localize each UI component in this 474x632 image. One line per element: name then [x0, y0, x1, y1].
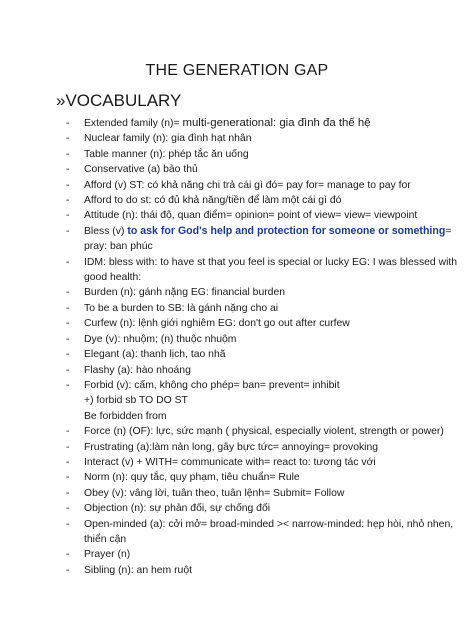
bullet-dash: - — [66, 148, 70, 160]
highlighted-definition: to ask for God's help and protection for someone or something — [127, 224, 446, 237]
list-item: - Frustrating (a):làm nản long, gây bực tức= annoying= provoking — [66, 440, 466, 455]
bullet-dash: - — [66, 549, 70, 561]
bullet-dash: - — [66, 318, 70, 330]
list-item: - Force (n) (OF): lực, sức mạnh ( physical, especially violent, strength or power) — [66, 424, 466, 439]
list-item: - Forbid (v): cấm, không cho phép= ban= prevent= inhibit +) forbid sb TO DO ST Be forbidden from — [66, 378, 466, 424]
bullet-dash: - — [66, 195, 70, 207]
list-item: - Prayer (n) — [66, 547, 466, 562]
vocabulary-list — [66, 116, 466, 578]
bullet-dash: - — [66, 564, 70, 576]
list-item: - Afford to do st: có đủ khả năng/tiền để làm một cái gì đó — [66, 193, 466, 208]
list-item: - Flashy (a): hào nhoáng — [66, 363, 466, 378]
list-item: - Attitude (n): thái độ, quan điểm= opinion= point of view= view= viewpoint — [66, 208, 466, 223]
list-item: - Obey (v): vâng lời, tuân theo, tuân lệnh= Submit= Follow — [66, 486, 466, 501]
bullet-dash: - — [66, 518, 70, 530]
list-item: - Conservative (a) bảo thủ — [66, 162, 466, 177]
bullet-dash: - — [66, 256, 70, 268]
list-item: - Elegant (a): thanh lịch, tao nhã — [66, 347, 466, 362]
bullet-dash: - — [66, 426, 70, 438]
bullet-dash: - — [66, 456, 70, 468]
list-item: - Curfew (n): lệnh giới nghiêm EG: don't go out after curfew — [66, 316, 466, 331]
list-item: - Extended family (n)= multi-generational: gia đình đa thế hệ — [66, 116, 466, 131]
sub-line: Be forbidden from — [84, 410, 167, 422]
list-item: - Norm (n): quy tắc, quy phạm, tiêu chuẩn= Rule — [66, 470, 466, 485]
list-item: - Bless (v) to ask for God's help and protection for someone or something= pray: ban phúc — [66, 224, 452, 253]
list-item: - Interact (v) + WITH= communicate with= react to: tương tác với — [66, 455, 466, 470]
list-item: - Open-minded (a): cởi mở= broad-minded >< narrow-minded: hẹp hòi, nhỏ nhen, thiển cận — [66, 518, 454, 545]
sub-line: +) forbid sb TO DO ST — [84, 395, 188, 407]
bullet-dash: - — [66, 472, 70, 484]
list-item: - Dye (v): nhuộm; (n) thuộc nhuộm — [66, 332, 466, 347]
bullet-dash: - — [66, 225, 70, 237]
bullet-dash: - — [66, 333, 70, 345]
page-title: THE GENERATION GAP — [145, 62, 329, 79]
bullet-dash: - — [66, 503, 70, 515]
list-item: - Nuclear family (n): gia đình hạt nhân — [66, 131, 466, 146]
bullet-dash: - — [66, 487, 70, 499]
list-item: - Afford (v) ST: có khả năng chi trả cái gì đó= pay for= manage to pay for — [66, 178, 466, 193]
list-item: - Table manner (n): phép tắc ăn uống — [66, 147, 466, 162]
bullet-dash: - — [66, 287, 70, 299]
bullet-dash: - — [66, 379, 70, 391]
list-item: - IDM: bless with: to have st that you feel is special or lucky EG: I was blessed with good health: — [66, 256, 458, 284]
bullet-dash: - — [66, 349, 70, 361]
bullet-dash: - — [66, 133, 70, 145]
bullet-dash: - — [66, 164, 70, 176]
list-item: - Objection (n): sự phản đối, sự chống đối — [66, 501, 466, 516]
bullet-dash: - — [66, 441, 70, 453]
bullet-dash: - — [66, 179, 70, 191]
list-item: - Burden (n): gánh nặng EG: financial burden — [66, 285, 466, 300]
bullet-dash: - — [66, 210, 70, 222]
list-item: - To be a burden to SB: là gánh nặng cho ai — [66, 301, 466, 316]
bullet-dash: - — [66, 364, 70, 376]
list-item: - Sibling (n): an hem ruột — [66, 563, 466, 578]
bullet-dash: - — [66, 302, 70, 314]
section-heading: »VOCABULARY — [56, 91, 182, 110]
bullet-dash: - — [66, 118, 70, 129]
